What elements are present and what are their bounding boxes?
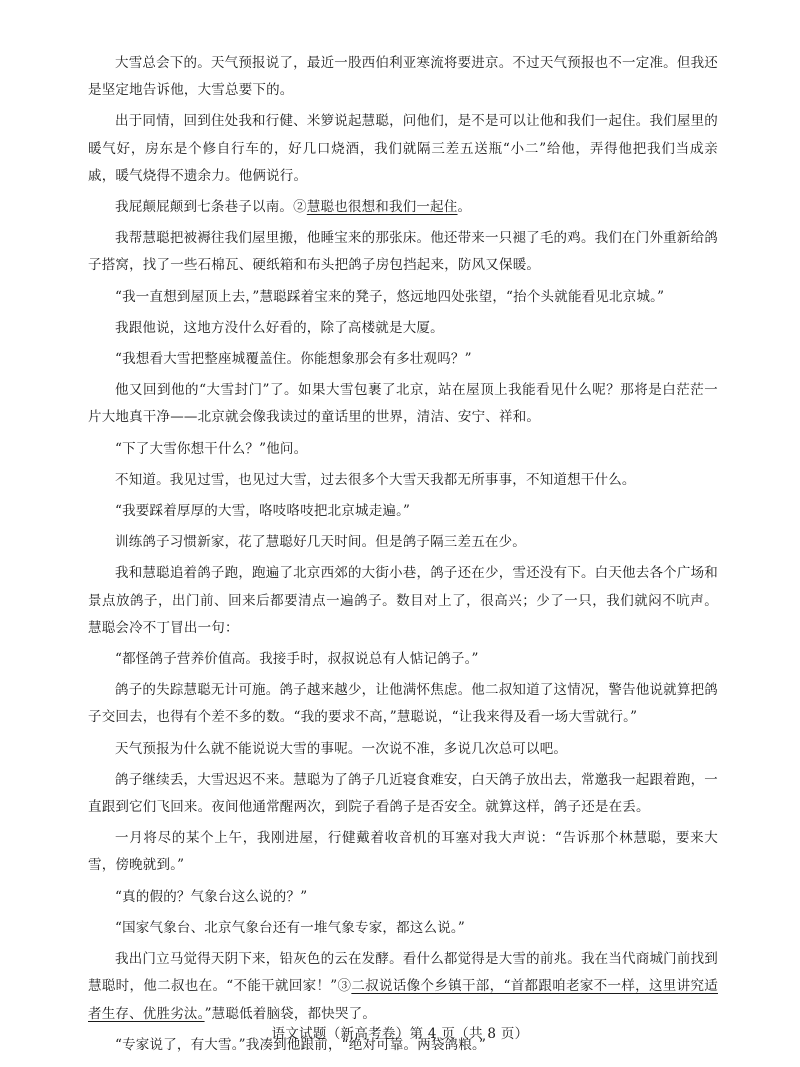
text-segment: 。 (457, 199, 472, 216)
paragraph (88, 560, 718, 642)
text-segment: “都怪鸽子营养价值高。我接手时，叔叔说总有人惦记鸽子。” (115, 651, 479, 668)
paragraph (88, 736, 718, 763)
document-body (88, 50, 718, 1063)
text-segment: “我想看大雪把整座城覆盖住。你能想象那会有多壮观吗？” (115, 351, 472, 368)
paragraph (88, 50, 718, 104)
paragraph (88, 884, 718, 911)
text-segment: 我和慧聪追着鸽子跑，跑遍了北京西郊的大街小巷，鸽子还在少，雪还没有下。白天他去各个广场和景点放鸽子，出门前、回来后都要清点一遍鸽子。数目对上了，很高兴；少了一只，我们就闷不吭声。慧聪会冷不丁冒出一句： (88, 565, 718, 636)
text-segment: 鸽子继续丢，大雪迟迟不来。慧聪为了鸽子几近寝食难安，白天鸽子放出去，常邀我一起跟着跑，一直跟到它们飞回来。夜间他通常醒两次，到院子看鸽子是否安全。就算这样，鸽子还是在丢。 (88, 771, 718, 816)
paragraph (88, 825, 718, 879)
paragraph (88, 225, 718, 279)
text-segment: “专家说了，有大雪。”我凑到他跟前，“绝对可靠。两袋鸽粮。” (115, 1036, 487, 1053)
paragraph (88, 377, 718, 431)
text-segment: “我一直想到屋顶上去，”慧聪踩着宝来的凳子，悠远地四处张望，“抬个头就能看见北京城。” (115, 288, 665, 305)
paragraph (88, 436, 718, 463)
text-segment: ”慧聪低着脑袋，都快哭了。 (204, 1005, 377, 1022)
text-segment: “真的假的？气象台这么说的？” (115, 888, 308, 905)
text-segment: 他又回到他的“大雪封门”了。如果大雪包裹了北京，站在屋顶上我能看见什么呢？那将是白茫茫一片大地真干净——北京就会像我读过的童话里的世界，清洁、安宁、祥和。 (88, 382, 718, 426)
underlined-sentence: 二叔说话像个乡镇干部，“首都跟咱老家不一样，这里讲究适者生存、优胜劣汰。 (88, 978, 718, 1022)
paragraph (88, 194, 718, 221)
text-segment: 鸽子的失踪慧聪无计可施。鸽子越来越少，让他满怀焦虑。他二叔知道了这情况，警告他说就算把鸽子交回去，也得有个差不多的数。“我的要求不高，”慧聪说，“让我来得及看一场大雪就行。” (88, 682, 718, 726)
text-segment: 我帮慧聪把被褥往我们屋里搬，他睡宝来的那张床。他还带来一只褪了毛的鸡。我们在门外重新给鸽子搭窝，找了一些石棉瓦、硬纸箱和布头把鸽子房包挡起来，防风又保暖。 (88, 230, 718, 274)
paragraph (88, 677, 718, 731)
paragraph (88, 108, 718, 190)
paragraph (88, 946, 718, 1028)
paragraph (88, 646, 718, 673)
paragraph (88, 346, 718, 373)
text-segment: 我出门立马觉得天阴下来，铅灰色的云在发酵。看什么都觉得是大雪的前兆。我在当代商城门前找到慧聪时，他二叔也在。“不能干就回家！”③ (88, 951, 718, 995)
text-segment: “国家气象台、北京气象台还有一堆气象专家，都这么说。” (115, 919, 465, 936)
page-footer: 语文试题（新高考卷）第 4 页（共 8 页） (271, 1026, 529, 1042)
underlined-sentence: 慧聪也很想和我们一起住 (306, 199, 458, 216)
paragraph (88, 467, 718, 494)
text-segment: 大雪总会下的。天气预报说了，最近一股西伯利亚寒流将要进京。不过天气预报也不一定准。但我还是坚定地告诉他，大雪总要下的。 (88, 55, 718, 99)
text-segment: 天气预报为什么就不能说说大雪的事呢。一次说不准，多说几次总可以吧。 (115, 740, 568, 757)
text-segment: “我要踩着厚厚的大雪，咯吱咯吱把北京城走遍。” (115, 503, 411, 520)
paragraph (88, 915, 718, 942)
text-segment: 不知道。我见过雪，也见过大雪，过去很多个大雪天我都无所事事，不知道想干什么。 (115, 471, 636, 488)
text-segment: 训练鸽子习惯新家，花了慧聪好几天时间。但是鸽子隔三差五在少。 (115, 534, 526, 551)
paragraph (88, 284, 718, 311)
paragraph (88, 529, 718, 556)
paragraph (88, 498, 718, 525)
paragraph (88, 767, 718, 821)
text-segment: 我跟他说，这地方没什么好看的，除了高楼就是大厦。 (115, 319, 444, 336)
text-segment: 我屁颠屁颠到七条巷子以南。② (115, 199, 307, 216)
paragraph (88, 315, 718, 342)
text-segment: 一月将尽的某个上午，我刚进屋，行健戴着收音机的耳塞对我大声说：“告诉那个林慧聪，要来大雪，傍晚就到。” (88, 830, 718, 874)
text-segment: 出于同情，回到住处我和行健、米箩说起慧聪，问他们，是不是可以让他和我们一起住。我们屋里的暖气好，房东是个修自行车的，好几口烧酒，我们就隔三差五送瓶“小二”给他，弄得他把我们当成亲戚，暖气烧得不遗余力。他俩说行。 (88, 113, 718, 184)
text-segment: “下了大雪你想干什么？”他问。 (115, 440, 308, 457)
